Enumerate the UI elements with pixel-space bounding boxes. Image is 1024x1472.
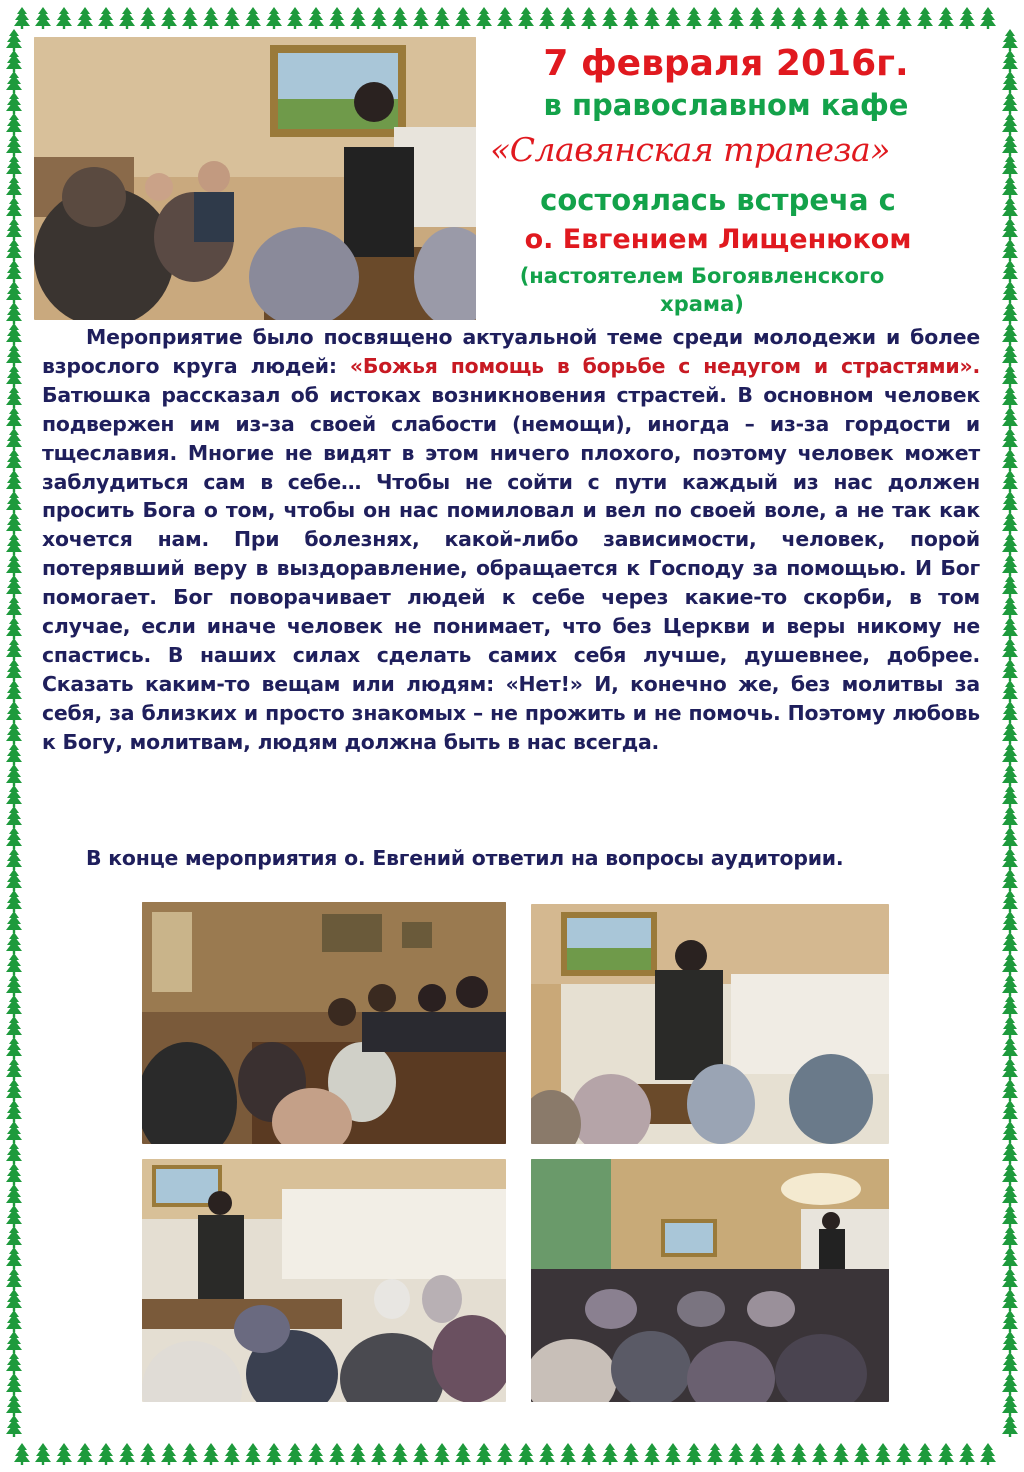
christmas-tree-icon: [6, 953, 22, 975]
christmas-tree-icon: [6, 533, 22, 555]
christmas-tree-icon: [35, 7, 51, 29]
christmas-tree-icon: [6, 50, 22, 72]
christmas-tree-icon: [749, 1443, 765, 1465]
christmas-tree-icon: [1002, 1352, 1018, 1374]
christmas-tree-icon: [560, 1443, 576, 1465]
christmas-tree-icon: [6, 995, 22, 1017]
christmas-tree-icon: [413, 7, 429, 29]
photo-audience-with-priest: [142, 1159, 506, 1402]
christmas-tree-icon: [6, 1226, 22, 1248]
christmas-tree-icon: [1002, 1247, 1018, 1269]
christmas-tree-icon: [1002, 260, 1018, 282]
christmas-tree-icon: [6, 512, 22, 534]
christmas-tree-icon: [1002, 638, 1018, 660]
guest-title-line1: (настоятелем Богоявленского: [519, 264, 885, 288]
christmas-tree-icon: [539, 7, 555, 29]
christmas-tree-icon: [6, 722, 22, 744]
christmas-tree-icon: [623, 1443, 639, 1465]
christmas-tree-icon: [1002, 932, 1018, 954]
christmas-tree-icon: [1002, 71, 1018, 93]
christmas-tree-icon: [1002, 218, 1018, 240]
christmas-tree-icon: [266, 7, 282, 29]
christmas-tree-icon: [1002, 533, 1018, 555]
christmas-tree-icon: [6, 260, 22, 282]
christmas-tree-icon: [6, 701, 22, 723]
christmas-tree-icon: [1002, 113, 1018, 135]
christmas-tree-icon: [1002, 92, 1018, 114]
christmas-tree-icon: [6, 134, 22, 156]
christmas-tree-icon: [6, 1247, 22, 1269]
christmas-tree-icon: [6, 1415, 22, 1437]
christmas-tree-icon: [1002, 806, 1018, 828]
christmas-tree-icon: [140, 7, 156, 29]
christmas-tree-icon: [1002, 365, 1018, 387]
christmas-tree-icon: [14, 1443, 30, 1465]
christmas-tree-icon: [182, 1443, 198, 1465]
christmas-tree-icon: [14, 7, 30, 29]
christmas-tree-icon: [35, 1443, 51, 1465]
meeting-intro: состоялась встреча с: [540, 183, 896, 217]
christmas-tree-icon: [1002, 1289, 1018, 1311]
christmas-tree-icon: [1002, 197, 1018, 219]
christmas-tree-icon: [1002, 974, 1018, 996]
christmas-tree-icon: [1002, 785, 1018, 807]
christmas-tree-icon: [1002, 827, 1018, 849]
christmas-tree-icon: [896, 7, 912, 29]
christmas-tree-icon: [980, 1443, 996, 1465]
christmas-tree-icon: [518, 1443, 534, 1465]
christmas-tree-icon: [140, 1443, 156, 1465]
christmas-tree-icon: [6, 1121, 22, 1143]
christmas-tree-icon: [455, 1443, 471, 1465]
christmas-tree-icon: [1002, 1373, 1018, 1395]
christmas-tree-icon: [497, 7, 513, 29]
christmas-tree-icon: [749, 7, 765, 29]
christmas-tree-icon: [1002, 1205, 1018, 1227]
christmas-tree-icon: [308, 7, 324, 29]
christmas-tree-icon: [6, 1058, 22, 1080]
christmas-tree-icon: [1002, 953, 1018, 975]
christmas-tree-icon: [1002, 281, 1018, 303]
christmas-tree-icon: [707, 7, 723, 29]
christmas-tree-icon: [1002, 596, 1018, 618]
christmas-tree-icon: [1002, 176, 1018, 198]
christmas-tree-icon: [1002, 575, 1018, 597]
christmas-tree-icon: [6, 869, 22, 891]
christmas-tree-icon: [875, 1443, 891, 1465]
christmas-tree-icon: [6, 155, 22, 177]
christmas-tree-icon: [56, 1443, 72, 1465]
christmas-tree-icon: [1002, 491, 1018, 513]
christmas-tree-icon: [6, 386, 22, 408]
christmas-tree-icon: [371, 7, 387, 29]
event-date: 7 февраля 2016г.: [543, 43, 909, 84]
christmas-tree-icon: [119, 7, 135, 29]
christmas-tree-icon: [224, 1443, 240, 1465]
christmas-tree-icon: [770, 1443, 786, 1465]
christmas-tree-icon: [1002, 743, 1018, 765]
christmas-tree-icon: [623, 7, 639, 29]
photo-priest-speaking: [34, 37, 476, 320]
christmas-tree-icon: [203, 1443, 219, 1465]
christmas-tree-icon: [1002, 407, 1018, 429]
christmas-tree-icon: [6, 554, 22, 576]
christmas-tree-icon: [1002, 470, 1018, 492]
christmas-tree-icon: [6, 1331, 22, 1353]
christmas-tree-icon: [1002, 1016, 1018, 1038]
christmas-tree-icon: [6, 1268, 22, 1290]
christmas-tree-icon: [6, 1394, 22, 1416]
christmas-tree-icon: [539, 1443, 555, 1465]
christmas-tree-icon: [6, 1163, 22, 1185]
christmas-tree-icon: [476, 7, 492, 29]
christmas-tree-icon: [707, 1443, 723, 1465]
christmas-tree-icon: [833, 7, 849, 29]
christmas-tree-icon: [581, 1443, 597, 1465]
christmas-tree-icon: [1002, 428, 1018, 450]
christmas-tree-icon: [1002, 1394, 1018, 1416]
christmas-tree-icon: [770, 7, 786, 29]
christmas-tree-icon: [1002, 1415, 1018, 1437]
christmas-tree-icon: [665, 1443, 681, 1465]
christmas-tree-icon: [6, 617, 22, 639]
christmas-tree-icon: [1002, 722, 1018, 744]
christmas-tree-icon: [1002, 29, 1018, 51]
article-closing: В конце мероприятия о. Евгений ответил на вопросы аудитории.: [86, 846, 844, 870]
christmas-tree-icon: [6, 302, 22, 324]
christmas-tree-icon: [6, 71, 22, 93]
article-main-text: Батюшка рассказал об истоках возникновения страстей. В основном человек подвержен им из-за своей слабости (немощи), иногда – из-за гордости и тщеславия. Многие не видят в этом ничего плохого, поэтому человек может заблудиться сам в себе… Чтобы не сойти с пути каждый из нас должен просить Бога о том, чтобы он нас помиловал и вел по своей воле, а не так как хочется нам. При болезнях, какой-либо зависимости, человек, порой потерявший веру в выздоравление, обращается к Господу за помощью. И Бог помогает. Бог поворачивает людей к себе через какие-то скорби, в том случае, если иначе человек не понимает, что без Церкви и веры никому не спастись. В наших силах сделать самих себя лучше, душевнее, добрее. Сказать каким-то вещам или людям: «Нет!» И, конечно же, без молитвы за себя, за близких и просто знакомых – не прожить и не помочь. Поэтому любовь к Богу, молитвам, людям должна быть в нас всегда.: [42, 382, 980, 754]
christmas-tree-icon: [1002, 764, 1018, 786]
christmas-tree-icon: [329, 7, 345, 29]
christmas-tree-icon: [581, 7, 597, 29]
christmas-tree-icon: [602, 1443, 618, 1465]
christmas-tree-icon: [6, 239, 22, 261]
christmas-tree-icon: [1002, 302, 1018, 324]
cafe-name: «Славянская трапеза»: [490, 130, 890, 169]
christmas-tree-icon: [6, 1079, 22, 1101]
christmas-tree-icon: [287, 1443, 303, 1465]
christmas-tree-icon: [1002, 512, 1018, 534]
christmas-tree-icon: [791, 7, 807, 29]
christmas-tree-icon: [455, 7, 471, 29]
christmas-tree-icon: [686, 1443, 702, 1465]
christmas-tree-icon: [6, 1205, 22, 1227]
christmas-tree-icon: [6, 785, 22, 807]
christmas-tree-icon: [1002, 890, 1018, 912]
christmas-tree-icon: [6, 1100, 22, 1122]
christmas-tree-icon: [308, 1443, 324, 1465]
guest-name: о. Евгением Лищенюком: [524, 224, 912, 255]
christmas-tree-icon: [1002, 1058, 1018, 1080]
christmas-tree-icon: [1002, 1268, 1018, 1290]
christmas-tree-icon: [728, 7, 744, 29]
christmas-tree-icon: [77, 7, 93, 29]
christmas-tree-icon: [203, 7, 219, 29]
christmas-tree-icon: [833, 1443, 849, 1465]
christmas-tree-icon: [1002, 1121, 1018, 1143]
christmas-tree-icon: [686, 7, 702, 29]
christmas-tree-icon: [6, 1352, 22, 1374]
christmas-tree-icon: [6, 176, 22, 198]
christmas-tree-icon: [1002, 1310, 1018, 1332]
christmas-tree-icon: [392, 7, 408, 29]
christmas-tree-icon: [1002, 911, 1018, 933]
christmas-tree-icon: [434, 7, 450, 29]
christmas-tree-icon: [1002, 617, 1018, 639]
christmas-tree-icon: [77, 1443, 93, 1465]
christmas-tree-icon: [1002, 680, 1018, 702]
christmas-tree-icon: [1002, 554, 1018, 576]
christmas-tree-icon: [917, 1443, 933, 1465]
christmas-tree-icon: [518, 7, 534, 29]
christmas-tree-icon: [6, 113, 22, 135]
christmas-tree-icon: [6, 659, 22, 681]
guest-title-line2: храма): [660, 292, 744, 316]
christmas-tree-icon: [938, 1443, 954, 1465]
christmas-tree-icon: [896, 1443, 912, 1465]
christmas-tree-icon: [980, 7, 996, 29]
christmas-tree-icon: [98, 1443, 114, 1465]
photo-audience-seated: [142, 902, 506, 1144]
christmas-tree-icon: [6, 848, 22, 870]
christmas-tree-icon: [6, 806, 22, 828]
christmas-tree-icon: [56, 7, 72, 29]
christmas-tree-icon: [938, 7, 954, 29]
christmas-tree-icon: [1002, 1163, 1018, 1185]
christmas-tree-icon: [1002, 344, 1018, 366]
christmas-tree-icon: [1002, 1184, 1018, 1206]
christmas-tree-icon: [1002, 1142, 1018, 1164]
christmas-tree-icon: [6, 680, 22, 702]
christmas-tree-icon: [1002, 155, 1018, 177]
christmas-tree-icon: [350, 7, 366, 29]
christmas-tree-icon: [812, 1443, 828, 1465]
christmas-tree-icon: [476, 1443, 492, 1465]
christmas-tree-icon: [602, 7, 618, 29]
christmas-tree-icon: [1002, 1079, 1018, 1101]
christmas-tree-icon: [6, 1289, 22, 1311]
christmas-tree-icon: [1002, 659, 1018, 681]
christmas-tree-icon: [1002, 323, 1018, 345]
christmas-tree-icon: [6, 1037, 22, 1059]
christmas-tree-icon: [1002, 386, 1018, 408]
christmas-tree-icon: [1002, 995, 1018, 1017]
article-intro: Мероприятие было посвящено актуальной теме среди молодежи и более взрослого круга людей:: [42, 325, 980, 378]
christmas-tree-icon: [6, 575, 22, 597]
christmas-tree-icon: [6, 1142, 22, 1164]
christmas-tree-icon: [1002, 1100, 1018, 1122]
christmas-tree-icon: [245, 7, 261, 29]
christmas-tree-icon: [6, 218, 22, 240]
photo-full-hall: [531, 1159, 889, 1402]
christmas-tree-icon: [98, 7, 114, 29]
christmas-tree-icon: [1002, 869, 1018, 891]
christmas-tree-icon: [287, 7, 303, 29]
christmas-tree-icon: [1002, 1226, 1018, 1248]
christmas-tree-icon: [329, 1443, 345, 1465]
christmas-tree-icon: [6, 365, 22, 387]
christmas-tree-icon: [560, 7, 576, 29]
christmas-tree-icon: [224, 7, 240, 29]
photo-priest-standing: [531, 904, 889, 1144]
christmas-tree-icon: [959, 7, 975, 29]
christmas-tree-icon: [6, 92, 22, 114]
christmas-tree-icon: [266, 1443, 282, 1465]
christmas-tree-icon: [350, 1443, 366, 1465]
christmas-tree-icon: [854, 7, 870, 29]
christmas-tree-icon: [6, 890, 22, 912]
christmas-tree-icon: [644, 7, 660, 29]
venue-intro: в православном кафе: [543, 88, 909, 122]
christmas-tree-icon: [728, 1443, 744, 1465]
christmas-tree-icon: [119, 1443, 135, 1465]
christmas-tree-icon: [6, 1016, 22, 1038]
christmas-tree-icon: [6, 638, 22, 660]
christmas-tree-icon: [413, 1443, 429, 1465]
christmas-tree-icon: [182, 7, 198, 29]
christmas-tree-icon: [644, 1443, 660, 1465]
christmas-tree-icon: [812, 7, 828, 29]
christmas-tree-icon: [6, 29, 22, 51]
christmas-tree-icon: [6, 428, 22, 450]
article-topic-quote: «Божья помощь в борьбе с недугом и страстями».: [349, 353, 980, 378]
christmas-tree-icon: [371, 1443, 387, 1465]
christmas-tree-icon: [6, 281, 22, 303]
christmas-tree-icon: [6, 743, 22, 765]
christmas-tree-icon: [1002, 848, 1018, 870]
christmas-tree-icon: [6, 1310, 22, 1332]
christmas-tree-icon: [6, 449, 22, 471]
christmas-tree-icon: [1002, 1037, 1018, 1059]
christmas-tree-icon: [665, 7, 681, 29]
christmas-tree-icon: [1002, 50, 1018, 72]
christmas-tree-icon: [6, 764, 22, 786]
christmas-tree-icon: [434, 1443, 450, 1465]
christmas-tree-icon: [854, 1443, 870, 1465]
christmas-tree-icon: [6, 470, 22, 492]
christmas-tree-icon: [497, 1443, 513, 1465]
christmas-tree-icon: [6, 911, 22, 933]
christmas-tree-icon: [161, 7, 177, 29]
christmas-tree-icon: [6, 197, 22, 219]
christmas-tree-icon: [1002, 134, 1018, 156]
christmas-tree-icon: [917, 7, 933, 29]
christmas-tree-icon: [6, 1184, 22, 1206]
christmas-tree-icon: [6, 932, 22, 954]
christmas-tree-icon: [875, 7, 891, 29]
guest-title: [472, 262, 932, 318]
christmas-tree-icon: [1002, 449, 1018, 471]
christmas-tree-icon: [959, 1443, 975, 1465]
christmas-tree-icon: [245, 1443, 261, 1465]
christmas-tree-icon: [6, 344, 22, 366]
christmas-tree-icon: [6, 596, 22, 618]
christmas-tree-icon: [6, 323, 22, 345]
christmas-tree-icon: [1002, 1331, 1018, 1353]
christmas-tree-icon: [161, 1443, 177, 1465]
christmas-tree-icon: [1002, 239, 1018, 261]
christmas-tree-icon: [1002, 701, 1018, 723]
christmas-tree-icon: [392, 1443, 408, 1465]
christmas-tree-icon: [791, 1443, 807, 1465]
christmas-tree-icon: [6, 491, 22, 513]
christmas-tree-icon: [6, 1373, 22, 1395]
christmas-tree-icon: [6, 407, 22, 429]
christmas-tree-icon: [6, 827, 22, 849]
christmas-tree-icon: [6, 974, 22, 996]
article-body: [42, 323, 980, 757]
